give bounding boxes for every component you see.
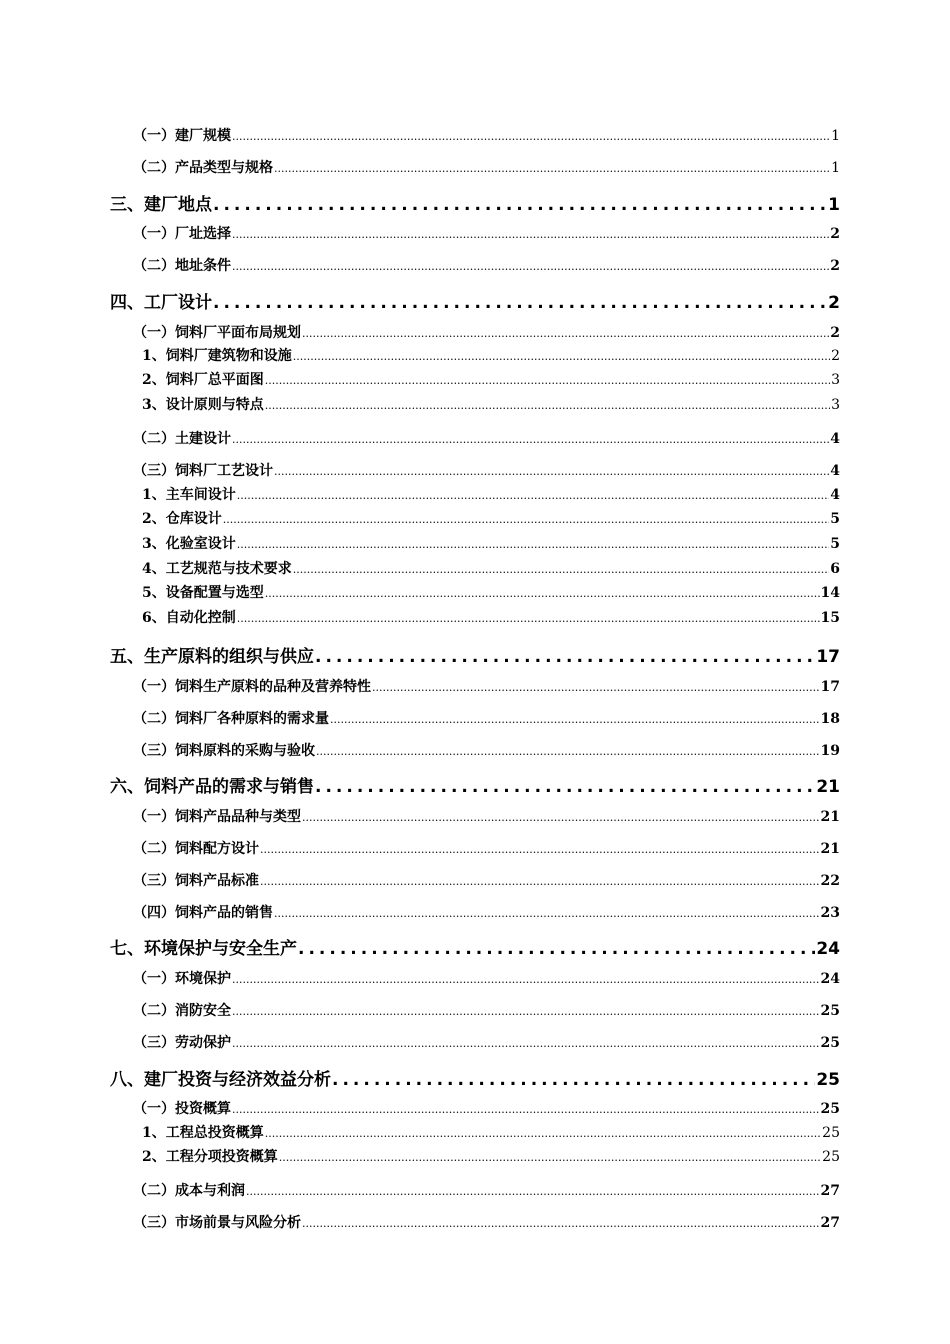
toc-entry[interactable] <box>133 1180 840 1200</box>
toc-entry-title: 5、设备配置与选型 <box>142 585 264 601</box>
toc-entry[interactable] <box>133 125 840 145</box>
toc-entry-title: 四、工厂设计 <box>110 293 212 313</box>
dot-leader <box>265 374 830 387</box>
dot-leader <box>237 538 830 551</box>
toc-entry-page: 2 <box>830 226 840 242</box>
toc-entry-page: 2 <box>828 293 840 313</box>
toc-entry-title: （三）饲料产品标准 <box>133 873 259 889</box>
toc-entry-title: 2、仓库设计 <box>142 511 222 527</box>
toc-entry-title: （二）土建设计 <box>133 431 231 447</box>
toc-entry-title: （三）饲料厂工艺设计 <box>133 463 273 479</box>
dot-leader <box>265 587 820 600</box>
toc-entry-title: （一）饲料产品品种与类型 <box>133 809 301 825</box>
dot-leader <box>274 162 830 175</box>
toc-entry[interactable] <box>110 772 840 797</box>
dot-leader <box>232 1037 820 1050</box>
toc-entry[interactable] <box>133 838 840 858</box>
toc-entry[interactable] <box>133 676 840 696</box>
toc-entry-title: （二）地址条件 <box>133 258 231 274</box>
dot-leader <box>232 973 820 986</box>
toc-entry-page: 25 <box>822 1125 840 1141</box>
toc-entry-page: 4 <box>830 487 840 503</box>
toc-entry[interactable] <box>133 1000 840 1020</box>
toc-entry[interactable] <box>133 968 840 988</box>
toc-entry-page: 18 <box>820 711 840 727</box>
toc-entry-title: （一）环境保护 <box>133 971 231 987</box>
dot-leader <box>232 130 830 143</box>
toc-entry[interactable] <box>133 806 840 826</box>
toc-entry[interactable] <box>133 870 840 890</box>
toc-entry-title: 2、饲料厂总平面图 <box>142 372 264 388</box>
toc-entry-title: （三）饲料原料的采购与验收 <box>133 743 315 759</box>
toc-entry-title: 2、工程分项投资概算 <box>142 1149 278 1165</box>
toc-entry-page: 22 <box>820 873 840 889</box>
toc-entry[interactable] <box>142 607 840 627</box>
toc-entry-title: 六、饲料产品的需求与销售 <box>110 777 314 797</box>
toc-entry-page: 24 <box>816 939 840 959</box>
toc-entry[interactable] <box>133 255 840 275</box>
toc-entry-page: 17 <box>820 679 840 695</box>
dot-leader <box>293 563 830 576</box>
dot-leader <box>279 1151 821 1164</box>
dot-leader <box>372 681 820 694</box>
toc-entry-title: （四）饲料产品的销售 <box>133 905 273 921</box>
toc-entry-page: 21 <box>816 777 840 797</box>
toc-entry-title: （二）成本与利润 <box>133 1183 245 1199</box>
toc-entry[interactable] <box>142 508 840 528</box>
toc-entry[interactable] <box>133 1098 840 1118</box>
toc-entry-title: 3、设计原则与特点 <box>142 397 264 413</box>
toc-entry-title: （二）饲料厂各种原料的需求量 <box>133 711 329 727</box>
toc-entry[interactable] <box>133 902 840 922</box>
toc-entry[interactable] <box>142 1122 840 1142</box>
toc-entry-title: 七、环境保护与安全生产 <box>110 939 297 959</box>
toc-entry[interactable] <box>110 288 840 313</box>
dot-leader <box>223 513 830 526</box>
toc-entry[interactable] <box>142 394 840 414</box>
dot-leader <box>265 1127 821 1140</box>
toc-entry[interactable] <box>142 533 840 553</box>
toc-entry[interactable] <box>133 460 840 480</box>
toc-entry[interactable] <box>133 157 840 177</box>
toc-entry-title: 五、生产原料的组织与供应 <box>110 647 314 667</box>
toc-entry-page: 27 <box>820 1215 840 1231</box>
toc-entry-page: 3 <box>831 397 840 413</box>
toc-entry-title: （二）产品类型与规格 <box>133 160 273 176</box>
toc-entry-page: 25 <box>820 1035 840 1051</box>
toc-entry-title: 1、工程总投资概算 <box>142 1125 264 1141</box>
toc-entry-title: （一）建厂规模 <box>133 128 231 144</box>
toc-entry-title: 八、建厂投资与经济效益分析 <box>110 1070 331 1090</box>
toc-entry-page: 2 <box>831 348 840 364</box>
toc-entry-page: 19 <box>820 743 840 759</box>
toc-entry-page: 4 <box>830 463 840 479</box>
toc-entry-title: 3、化验室设计 <box>142 536 236 552</box>
toc-entry-page: 1 <box>828 195 840 215</box>
toc-entry-title: 三、建厂地点 <box>110 195 212 215</box>
toc-entry[interactable] <box>110 642 840 667</box>
toc-entry-page: 15 <box>820 610 840 626</box>
dot-leader <box>315 647 815 667</box>
dot-leader <box>315 777 815 797</box>
toc-entry[interactable] <box>110 190 840 215</box>
dot-leader <box>293 350 830 363</box>
toc-entry-page: 6 <box>830 561 840 577</box>
dot-leader <box>213 195 827 215</box>
toc-entry-page: 21 <box>820 809 840 825</box>
toc-entry-page: 27 <box>820 1183 840 1199</box>
toc-entry-title: 6、自动化控制 <box>142 610 236 626</box>
dot-leader <box>232 260 829 273</box>
toc-entry-page: 24 <box>820 971 840 987</box>
dot-leader <box>298 939 815 959</box>
toc-entry-page: 25 <box>820 1003 840 1019</box>
toc-entry-title: （一）厂址选择 <box>133 226 231 242</box>
toc-entry-title: 1、饲料厂建筑物和设施 <box>142 348 292 364</box>
dot-leader <box>302 811 820 824</box>
dot-leader <box>213 293 827 313</box>
dot-leader <box>232 228 829 241</box>
toc-entry[interactable] <box>110 1065 840 1090</box>
dot-leader <box>260 843 820 856</box>
dot-leader <box>232 433 829 446</box>
toc-entry-title: （二）饲料配方设计 <box>133 841 259 857</box>
toc-entry[interactable] <box>133 1212 840 1232</box>
dot-leader <box>265 399 830 412</box>
toc-entry-page: 25 <box>822 1149 840 1165</box>
toc-entry-title: 1、主车间设计 <box>142 487 236 503</box>
toc-entry-page: 1 <box>831 128 840 144</box>
dot-leader <box>260 875 820 888</box>
toc-entry-page: 23 <box>820 905 840 921</box>
toc-entry-title: （三）市场前景与风险分析 <box>133 1215 301 1231</box>
dot-leader <box>316 745 820 758</box>
toc-entry[interactable] <box>142 1146 840 1166</box>
toc-entry-page: 14 <box>820 585 840 601</box>
toc-entry-title: （二）消防安全 <box>133 1003 231 1019</box>
toc-entry-page: 25 <box>816 1070 840 1090</box>
dot-leader <box>237 489 830 502</box>
toc-entry-page: 4 <box>830 431 840 447</box>
dot-leader <box>237 612 820 625</box>
toc-entry[interactable] <box>133 428 840 448</box>
dot-leader <box>302 1217 820 1230</box>
toc-entry-page: 2 <box>830 258 840 274</box>
dot-leader <box>246 1185 820 1198</box>
toc-entry-title: （一）饲料生产原料的品种及营养特性 <box>133 679 371 695</box>
toc-entry[interactable] <box>133 1032 840 1052</box>
dot-leader <box>232 1103 820 1116</box>
toc-entry-page: 1 <box>831 160 840 176</box>
toc-entry[interactable] <box>133 322 840 342</box>
toc-entry[interactable] <box>133 708 840 728</box>
toc-entry[interactable] <box>142 582 840 602</box>
toc-entry[interactable] <box>110 934 840 959</box>
toc-entry-page: 3 <box>831 372 840 388</box>
toc-entry-page: 17 <box>816 647 840 667</box>
dot-leader <box>274 907 820 920</box>
toc-entry[interactable] <box>142 369 840 389</box>
toc-entry-page: 5 <box>830 511 840 527</box>
toc-entry-title: （一）投资概算 <box>133 1101 231 1117</box>
dot-leader <box>232 1005 820 1018</box>
toc-entry[interactable] <box>142 345 840 365</box>
toc-entry[interactable] <box>142 558 840 578</box>
toc-entry[interactable] <box>133 740 840 760</box>
toc-entry[interactable] <box>133 223 840 243</box>
toc-entry-page: 5 <box>830 536 840 552</box>
dot-leader <box>332 1070 815 1090</box>
toc-entry-title: 4、工艺规范与技术要求 <box>142 561 292 577</box>
dot-leader <box>302 327 829 340</box>
toc-entry[interactable] <box>142 484 840 504</box>
dot-leader <box>330 713 820 726</box>
toc-entry-page: 21 <box>820 841 840 857</box>
toc-entry-page: 25 <box>820 1101 840 1117</box>
toc-entry-title: （一）饲料厂平面布局规划 <box>133 325 301 341</box>
toc-entry-page: 2 <box>830 325 840 341</box>
toc-entry-title: （三）劳动保护 <box>133 1035 231 1051</box>
dot-leader <box>274 465 829 478</box>
